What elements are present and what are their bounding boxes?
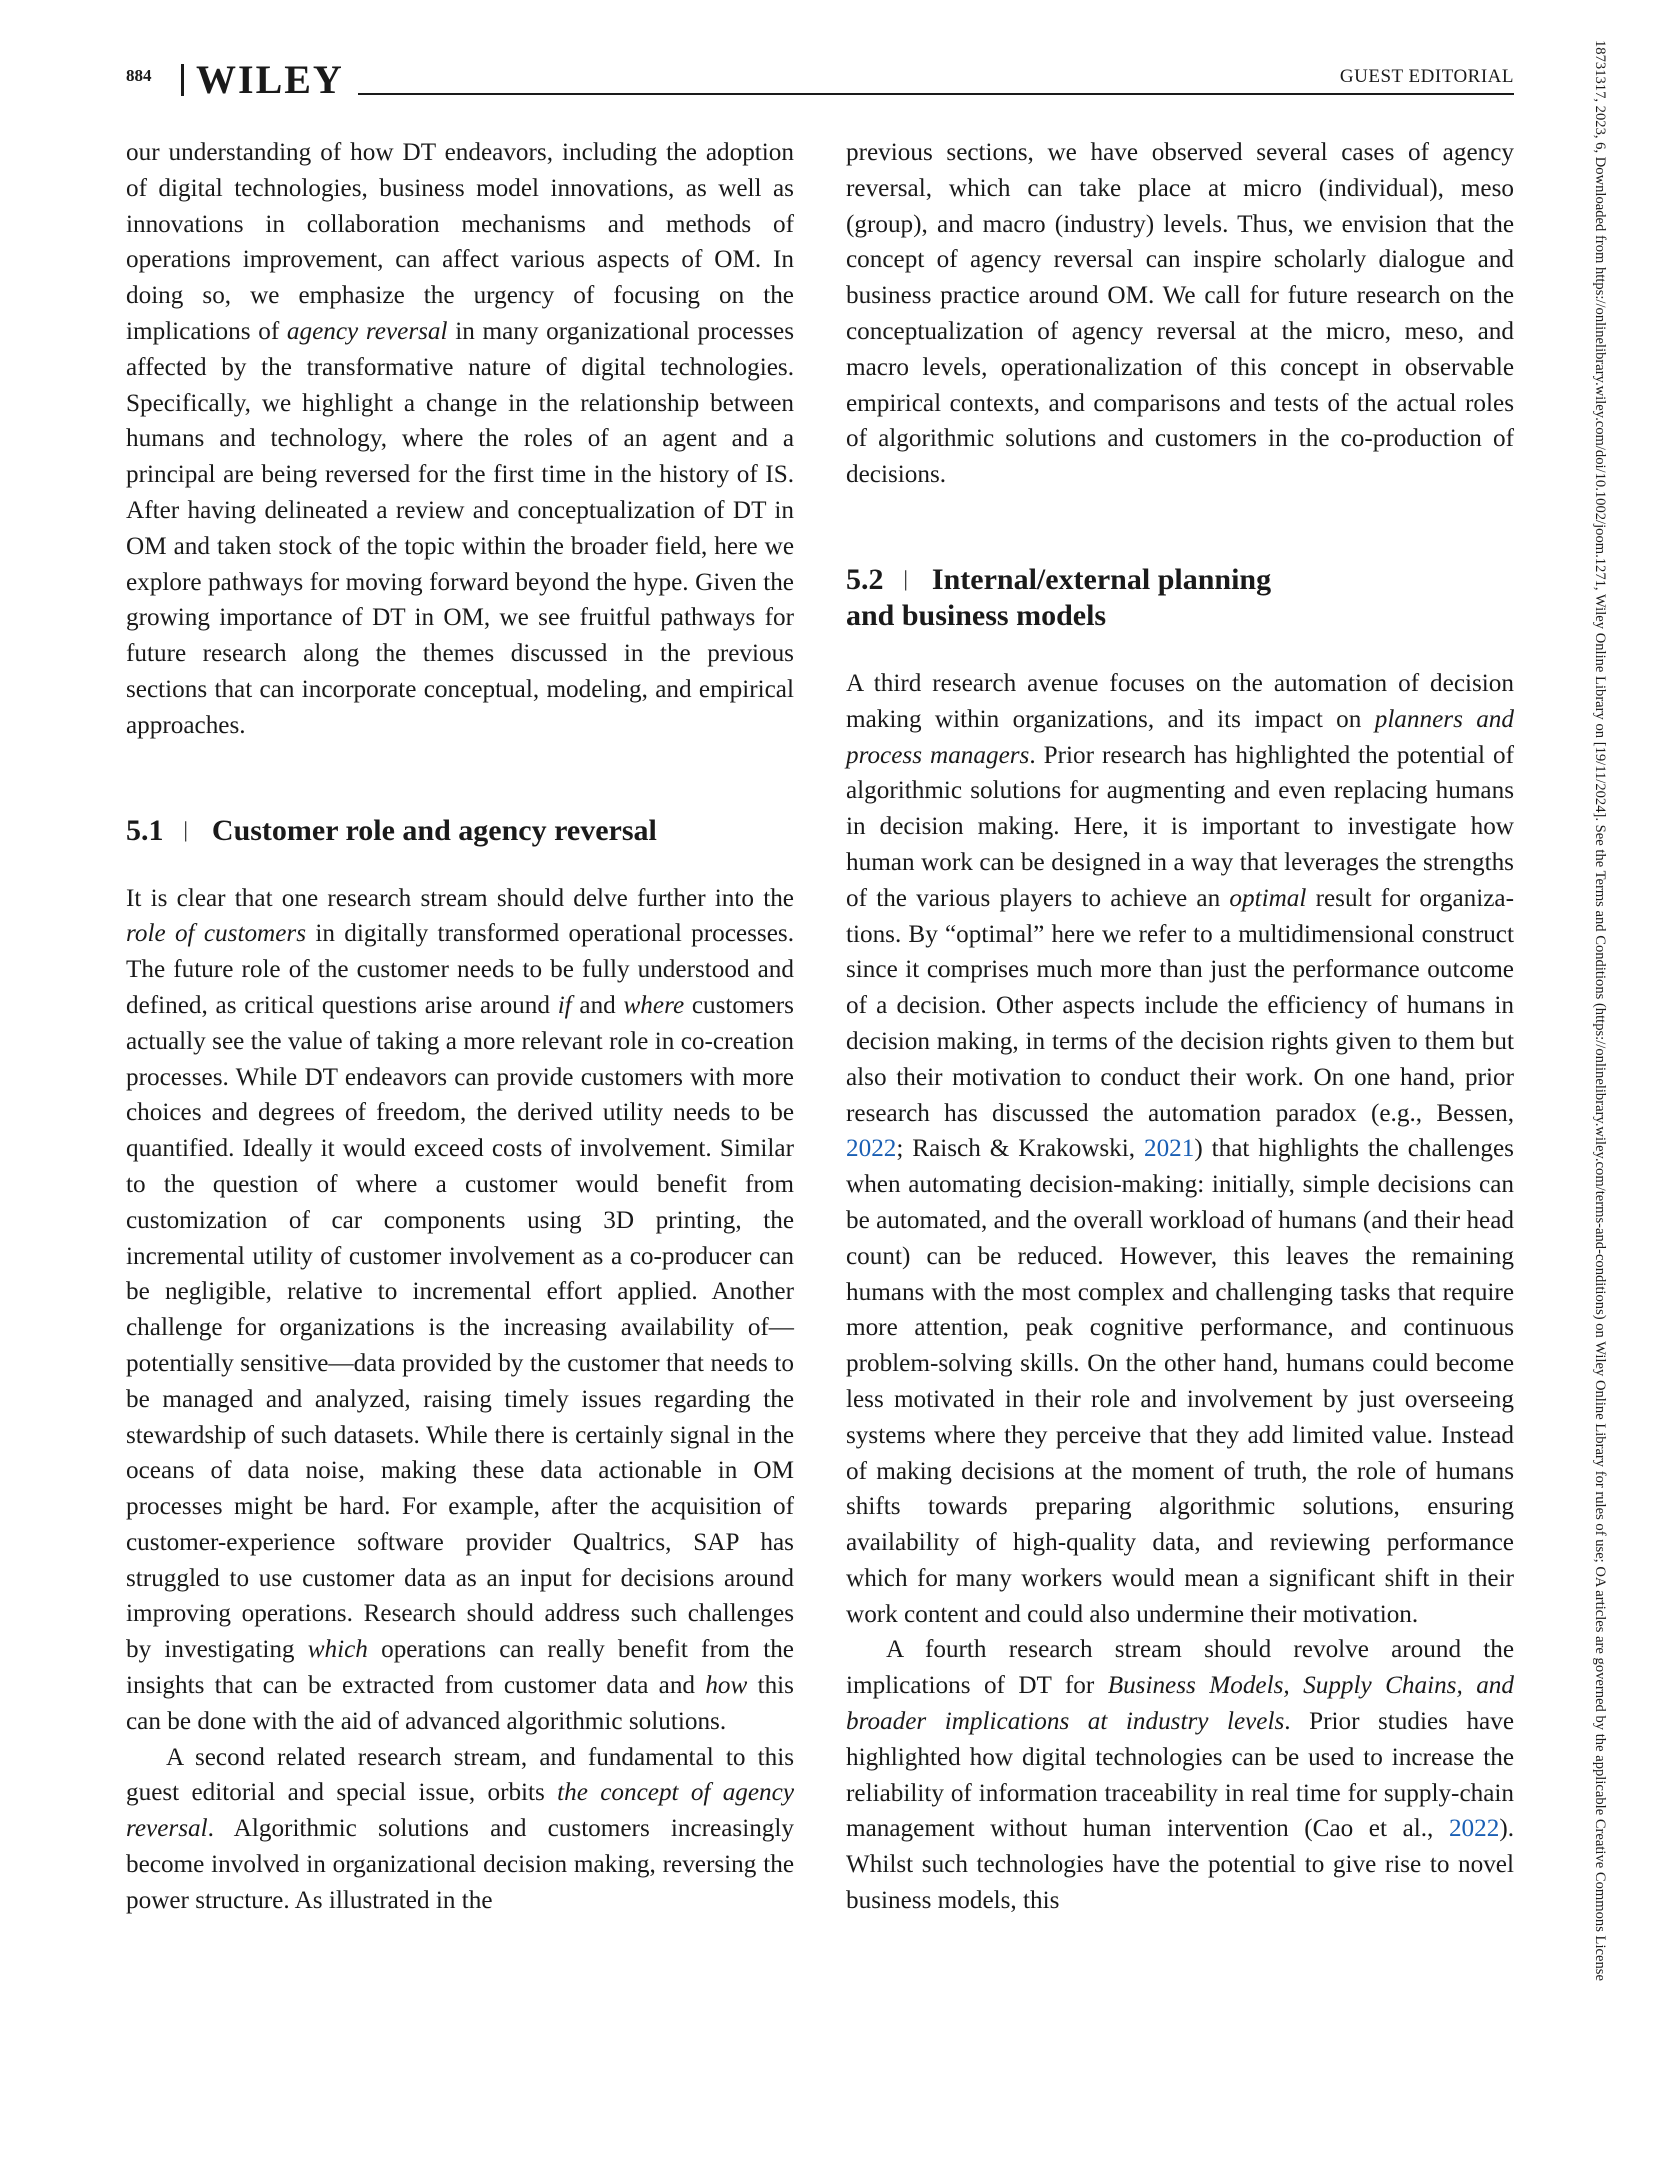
logo-divider [181, 64, 184, 96]
page-header [126, 56, 1514, 102]
download-license-note: 18731317, 2023, 6, Downloaded from https://onlinelibrary.wiley.com/doi/10.1002/joom.1271, Wiley Online Library on [19/11/2024]. See the Terms and Conditions (https://onlinelibrary.wiley.com/terms-and-conditions) on Wiley Online Library for rules of use; OA articles are governed by the applicable Creative Commons License [1592, 40, 1608, 1981]
right-column [846, 135, 1514, 1919]
left-column [126, 135, 794, 1919]
citation-link[interactable]: 2022 [846, 1135, 897, 1163]
page-number: 884 [126, 66, 152, 85]
publisher-logo: WILEY [196, 57, 344, 102]
paragraph: previous sections, we have observed several cases of agency reversal, which can take place at micro (individual), meso (group), and macro (industry) levels. Thus, we envision that the concept of agency reversal can inspire scholarly dialogue and business practice around OM. We call for future research on the conceptualization of agency reversal at the micro, meso, and macro levels, operationalization of this concept in observable empirical contexts, and comparisons and tests of the actual roles of algorithmic solutions and customers in the co-production of decisions. [846, 139, 1514, 489]
section-heading-5-1: 5.1 | Customer role and agency reversal [126, 813, 657, 847]
paragraph: A second related research stream, and fundamental to this guest editorial and special issue, orbits the concept of agency reversal. Algorithmic solutions and customers increasingly become involved in organizational decision making, reversing the power structure. As illustrated in the [126, 1743, 795, 1914]
header-rule [358, 93, 1514, 95]
paragraph: our understanding of how DT endeavors, including the adoption of digital technologies, business model innovations, as well as innovations in collaboration mechanisms and methods of operations improvement, can affect various aspects of OM. In doing so, we emphasize the urgency of focusing on the implications of agency reversal in many organizational processes affected by the transformative nature of digital technologies. Specifically, we highlight a change in the relationship between humans and technology, where the roles of an agent and a principal are being reversed for the first time in the history of IS. After having delineated a review and conceptualization of DT in OM and taken stock of the topic within the broader field, here we explore pathways for moving forward beyond the hype. Given the growing importance of DT in OM, we see fruitful pathways for future research along the themes discussed in the previous sections that can incorporate conceptual, modeling, and empirical approaches. [126, 139, 794, 739]
citation-link[interactable]: 2022 [1448, 1815, 1500, 1843]
section-label: GUEST EDITORIAL [1339, 66, 1514, 87]
section-heading-5-2: 5.2 | Internal/external planning and business models [846, 562, 1272, 632]
paragraph: It is clear that one research stream should delve further into the role of customers in digitally transformed operational processes. The future role of the customer needs to be fully understood and defined, as critical questions arise around if and where customers actually see the value of taking a more relevant role in co-creation processes. While DT endeavors can provide customers with more choices and degrees of freedom, the derived utility needs to be quantified. Ideally it would exceed costs of involvement. Similar to the question of where a customer would benefit from customization of car components using 3D printing, the incremental utility of customer involvement as a co-producer can be negligible, relative to incremental effort applied. Another challenge for organizations is the increasing availability of—potentially sensitive—data provided by the customer that needs to be managed and analyzed, raising timely issues regarding the stewardship of such datasets. While there is certainly signal in the oceans of data noise, making these data actionable in OM processes might be hard. For example, after the acquisition of customer-experience software provider Qualtrics, SAP has struggled to use customer data as an input for decisions around improving operations. Research should address such challenges by investigating which operations can really benefit from the insights that can be extracted from customer data and how this can be done with the aid of advanced algorithmic solutions. [126, 884, 794, 1735]
paragraph: A third research avenue focuses on the automation of decision making within organizations, and its impact on planners and process managers. Prior research has highlighted the potential of algorithmic solutions for augmenting and even replacing humans in decision making. Here, it is important to investigate how human work can be designed in a way that leverages the strengths of the various players to achieve an optimal result for organizations. By “optimal” here we refer to a multidimensional construct since it comprises much more than just the performance outcome of a decision. Other aspects include the efficiency of humans in decision making, in terms of the decision rights given to them but also their motivation to conduct their work. On one hand, prior research has discussed the automation paradox (e.g., Bessen, 2022; Raisch & Krakowski, 2021) that highlights the challenges when automating decision-making: initially, simple decisions can be automated, and the overall workload of humans (and their head count) can be reduced. However, this leaves the remaining humans with the most complex and challenging tasks that require more attention, peak cognitive performance, and continuous problem-solving skills. On the other hand, humans could become less motivated in their role and involvement by just overseeing systems where they perceive that they add limited value. Instead of making decisions at the moment of truth, the role of humans shifts towards preparing algorithmic solutions, ensuring availability of high-quality data, and reviewing performance which for many workers would mean a significant shift in their work content and could also undermine their motivation. [846, 669, 1515, 1628]
citation-link[interactable]: 2021 [1143, 1135, 1195, 1163]
paragraph: A fourth research stream should revolve around the implications of DT for Business Models, Supply Chains, and broader implications at industry levels. Prior studies have highlighted how digital technologies can be used to increase the reliability of information traceability in real time for supply-chain management without human intervention (Cao et al., 2022). Whilst such technologies have the potential to give rise to novel business models, this [846, 1636, 1515, 1915]
